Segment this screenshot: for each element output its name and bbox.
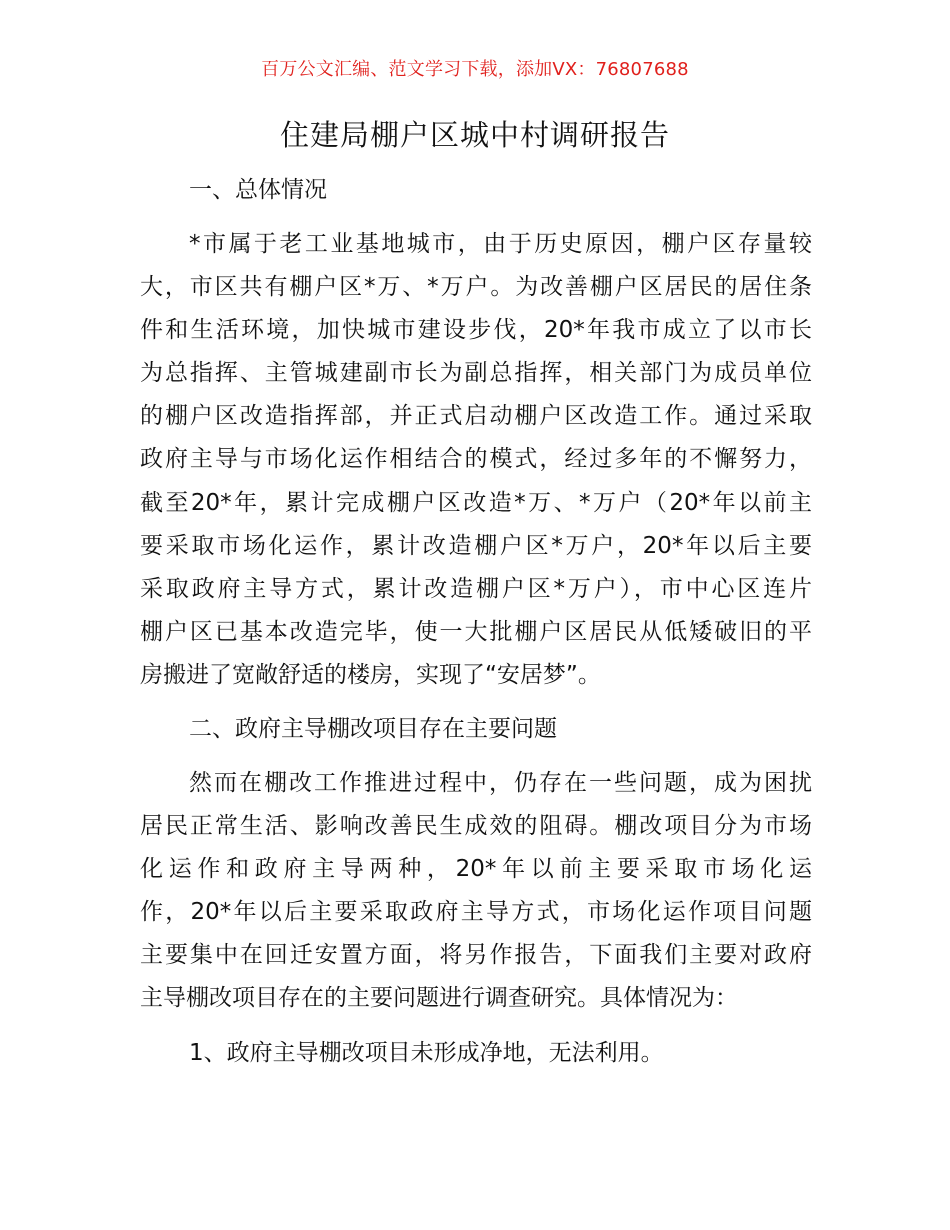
paragraph-line: 为总指挥、主管城建副市长为副总指挥，相关部门为成员单位 xyxy=(140,360,812,386)
paragraph-line: 截至20*年，累计完成棚户区改造*万、*万户（20*年以前主 xyxy=(140,490,812,516)
paragraph-line: 居民正常生活、影响改善民生成效的阻碍。棚改项目分为市场 xyxy=(140,813,812,839)
paragraph-line: 件和生活环境，加快城市建设步伐，20*年我市成立了以市长 xyxy=(140,317,812,343)
paragraph-line: 作，20*年以后主要采取政府主导方式，市场化运作项目问题 xyxy=(140,899,812,925)
paragraph-line: 政府主导与市场化运作相结合的模式，经过多年的不懈努力， xyxy=(140,446,812,472)
section-heading-overview: 一、总体情况 xyxy=(189,177,327,203)
section-heading-problems: 二、政府主导棚改项目存在主要问题 xyxy=(189,716,557,742)
paragraph-line: 主导棚改项目存在的主要问题进行调查研究。具体情况为： xyxy=(140,985,738,1011)
header-watermark-note: 百万公文汇编、范文学习下载，添加VX：76807688 xyxy=(261,59,689,80)
paragraph-line: *市属于老工业基地城市，由于历史原因，棚户区存量较 xyxy=(189,231,812,257)
paragraph-line: 大，市区共有棚户区*万、*万户。为改善棚户区居民的居住条 xyxy=(140,274,812,300)
paragraph-line: 主要集中在回迁安置方面，将另作报告，下面我们主要对政府 xyxy=(140,942,812,968)
paragraph-line: 然而在棚改工作推进过程中，仍存在一些问题，成为困扰 xyxy=(189,770,812,796)
paragraph-line: 的棚户区改造指挥部，并正式启动棚户区改造工作。通过采取 xyxy=(140,403,812,429)
paragraph-line: 棚户区已基本改造完毕，使一大批棚户区居民从低矮破旧的平 xyxy=(140,619,812,645)
paragraph-line: 要采取市场化运作，累计改造棚户区*万户，20*年以后主要 xyxy=(140,533,812,559)
paragraph-line: 化运作和政府主导两种，20*年以前主要采取市场化运 xyxy=(140,856,812,882)
paragraph-line: 房搬进了宽敞舒适的楼房，实现了“安居梦”。 xyxy=(140,662,601,688)
item-heading-1: 1、政府主导棚改项目未形成净地，无法利用。 xyxy=(189,1040,664,1066)
paragraph-line: 采取政府主导方式，累计改造棚户区*万户），市中心区连片 xyxy=(140,576,812,602)
document-title: 住建局棚户区城中村调研报告 xyxy=(279,118,670,152)
